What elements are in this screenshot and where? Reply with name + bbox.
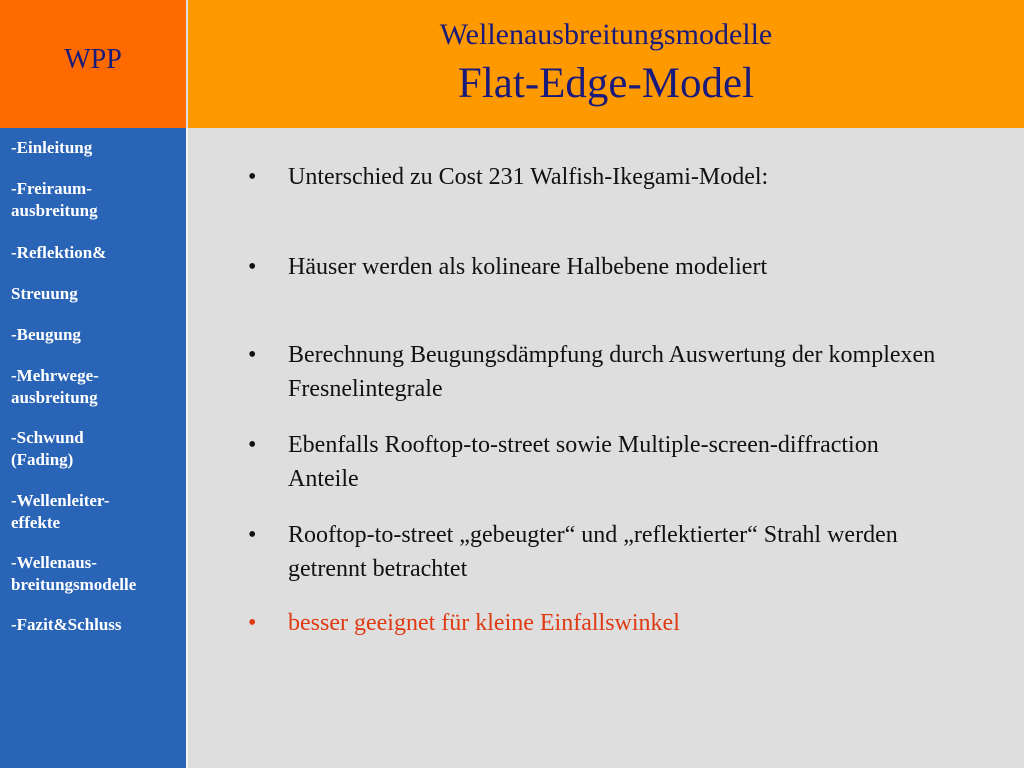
- logo-box: [0, 0, 186, 128]
- bullet-text: Berechnung Beugungsdämpfung durch Auswertung der komplexen Fresnelintegrale: [288, 342, 936, 402]
- bullet-item: [248, 160, 948, 194]
- nav-item-freiraumausbreitung[interactable]: -Freiraum- ausbreitung: [11, 179, 98, 220]
- nav-item-reflektion[interactable]: -Reflektion&: [11, 243, 107, 262]
- bullet-item: [248, 338, 948, 406]
- nav-item-einleitung[interactable]: -Einleitung: [11, 138, 93, 157]
- bullet-item: [248, 428, 948, 496]
- nav-item-wellenleitereffekte[interactable]: -Wellenleiter- effekte: [11, 491, 110, 532]
- bullet-dot-icon: •: [248, 342, 257, 368]
- slide-title: Flat-Edge-Model: [457, 60, 755, 107]
- bullet-list: [248, 160, 948, 640]
- nav-item-streuung[interactable]: Streuung: [11, 284, 78, 303]
- nav-item-mehrwegeausbreitung[interactable]: -Mehrwege- ausbreitung: [11, 366, 99, 407]
- bullet-dot-icon: •: [248, 432, 257, 458]
- slide-subtitle: Wellenausbreitungsmodelle: [439, 18, 773, 51]
- nav-item-wellenausbreitungsmodelle[interactable]: -Wellenaus- breitungsmodelle: [11, 553, 137, 594]
- bullet-dot-icon: •: [248, 254, 257, 280]
- bullet-item-highlight: [248, 606, 948, 640]
- bullet-text: Unterschied zu Cost 231 Walfish-Ikegami-Model:: [288, 164, 769, 190]
- title-bar: [188, 0, 1024, 128]
- logo-text: WPP: [64, 44, 122, 75]
- bullet-dot-icon: •: [248, 610, 257, 636]
- nav-item-schwund[interactable]: -Schwund (Fading): [11, 428, 84, 469]
- bullet-item: [248, 518, 948, 586]
- bullet-text: Ebenfalls Rooftop-to-street sowie Multiple-screen-diffraction Anteile: [288, 432, 879, 492]
- sidebar-nav: [0, 128, 188, 768]
- bullet-text: Häuser werden als kolineare Halbebene modeliert: [288, 254, 768, 280]
- nav-item-beugung[interactable]: -Beugung: [11, 325, 81, 344]
- bullet-text: Rooftop-to-street „gebeugter“ und „reflektierter“ Strahl werden getrennt betrachtet: [288, 522, 898, 582]
- bullet-text: besser geeignet für kleine Einfallswinkel: [288, 610, 680, 636]
- bullet-dot-icon: •: [248, 522, 257, 548]
- nav-list: [0, 128, 186, 636]
- bullet-item: [248, 250, 948, 284]
- bullet-dot-icon: •: [248, 164, 257, 190]
- content-area: [248, 160, 948, 640]
- nav-item-fazit[interactable]: -Fazit&Schluss: [11, 615, 122, 634]
